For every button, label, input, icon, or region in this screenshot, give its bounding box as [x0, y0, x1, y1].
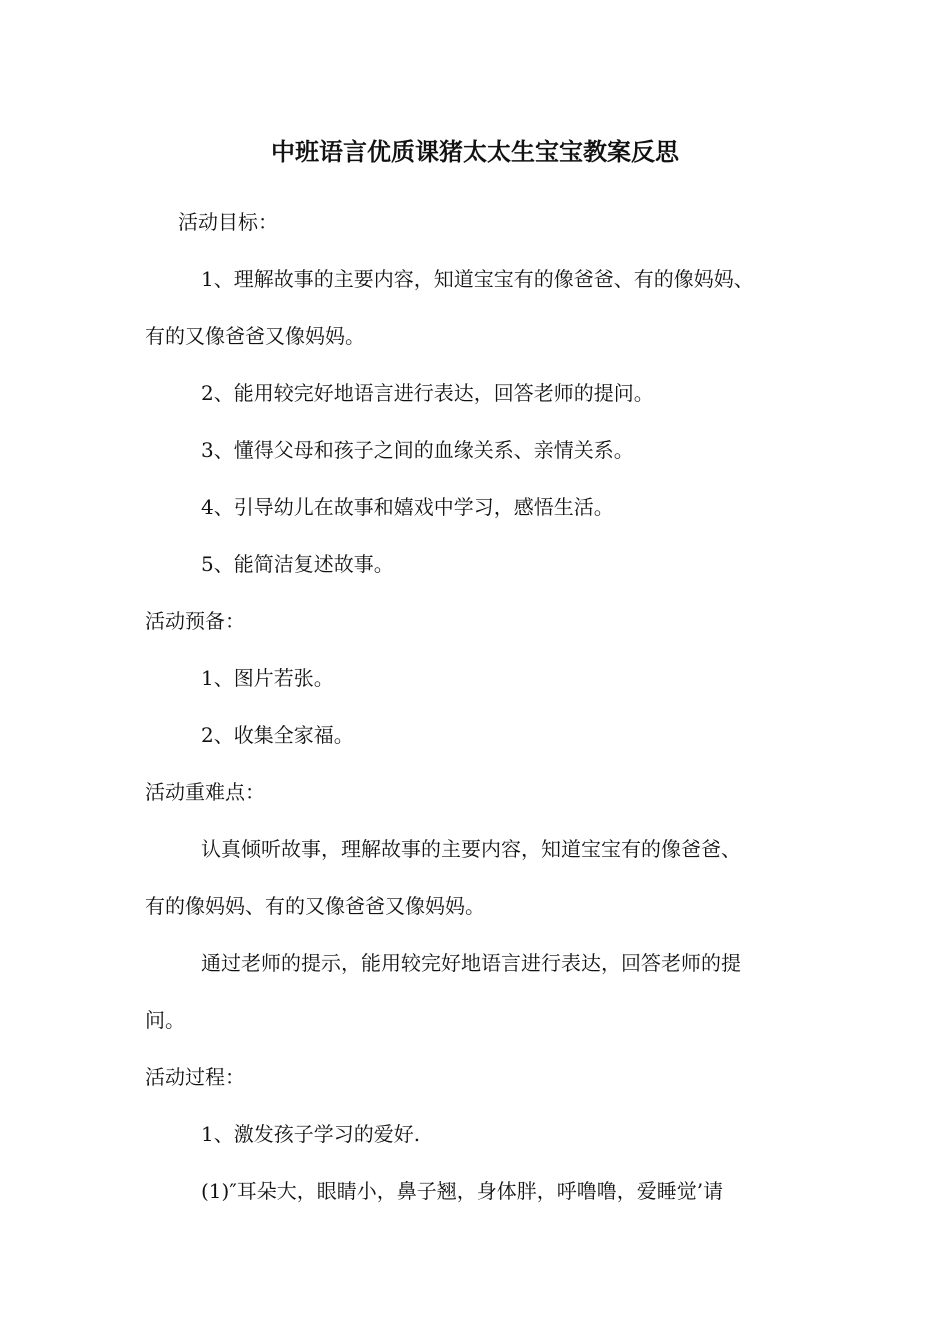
section-heading-process: 活动过程：	[145, 1065, 245, 1089]
section-heading-preparation: 活动预备：	[145, 609, 245, 633]
paragraph-line: 1、理解故事的主要内容，知道宝宝有的像爸爸、有的像妈妈、	[201, 267, 754, 291]
document-title: 中班语言优质课猪太太生宝宝教案反思	[271, 138, 679, 166]
paragraph-line: 5、能简洁复述故事。	[201, 552, 394, 576]
paragraph-line: 2、能用较完好地语言进行表达，回答老师的提问。	[201, 381, 654, 405]
paragraph-line: 2、收集全家福。	[201, 723, 354, 747]
paragraph-line: 问。	[145, 1008, 185, 1032]
section-heading-key-points: 活动重难点：	[145, 780, 265, 804]
paragraph-line: 4、引导幼儿在故事和嬉戏中学习，感悟生活。	[201, 495, 614, 519]
paragraph-line: 通过老师的提示，能用较完好地语言进行表达，回答老师的提	[201, 951, 741, 975]
paragraph-line: (1)″耳朵大，眼睛小，鼻子翘，身体胖，呼噜噜，爱睡觉’请	[201, 1179, 724, 1203]
paragraph-line: 认真倾听故事，理解故事的主要内容，知道宝宝有的像爸爸、	[201, 837, 741, 861]
paragraph-line: 1、激发孩子学习的爱好.	[201, 1122, 421, 1146]
paragraph-line: 有的又像爸爸又像妈妈。	[145, 324, 365, 348]
section-heading-goals: 活动目标：	[178, 210, 278, 234]
paragraph-line: 有的像妈妈、有的又像爸爸又像妈妈。	[145, 894, 485, 918]
paragraph-line: 3、懂得父母和孩子之间的血缘关系、亲情关系。	[201, 438, 634, 462]
paragraph-line: 1、图片若张。	[201, 666, 334, 690]
